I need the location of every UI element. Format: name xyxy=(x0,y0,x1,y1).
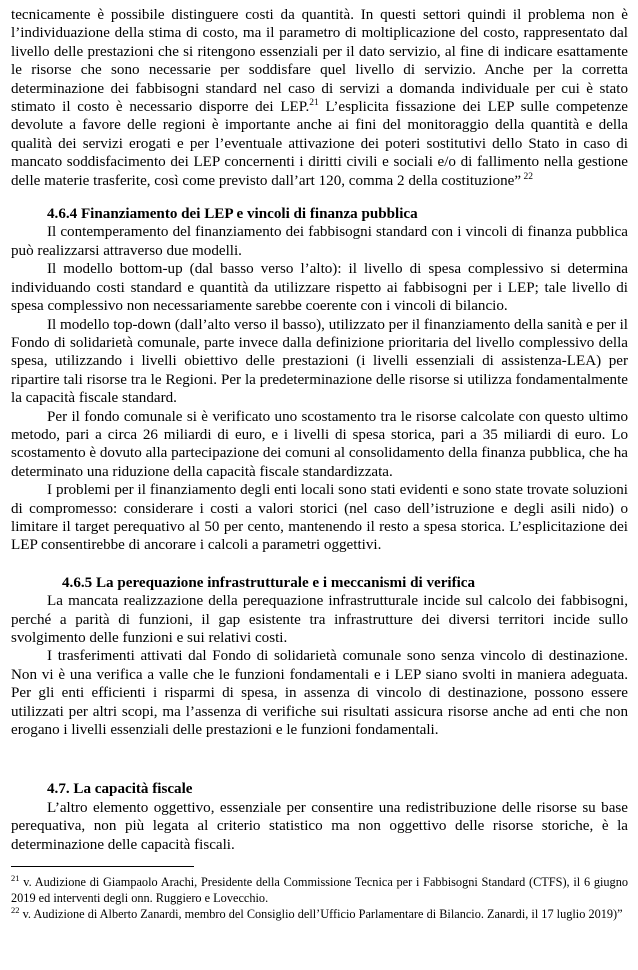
paragraph-464-4: Per il fondo comunale si è verificato uno scostamento tra le risorse calcolate con questo ultimo metodo, pari a circa 26 miliardi di euro, e i livelli di spesa storica, pari a 35 miliardi di euro. Lo scostamento è dovuto alla partecipazione dei comuni al consolidamento della finanza pubblica, che ha determinato una riduzione della capacità fiscale standardizzata. xyxy=(11,408,628,480)
heading-4-6-4: 4.6.4 Finanziamento dei LEP e vincoli di finanza pubblica xyxy=(47,206,418,223)
footnote-text: v. Audizione di Alberto Zanardi, membro del Consiglio dell’Ufficio Parlamentare di Bilancio. Zanardi, il 17 luglio 2019)” xyxy=(19,907,623,922)
footnotes xyxy=(11,874,628,923)
paragraph-464-5: I problemi per il finanziamento degli enti locali sono stati evidenti e sono state trovate soluzioni di compromesso: considerare i costi a valori storici (nel caso dell’istruzione e degli asili nido) o limitare il target perequativo al 50 per cento, mantenendo il resto a spesa storica. L’esplicitazione dei LEP consentirebbe di ancorare i calcoli a parametri oggettivi. xyxy=(11,482,628,554)
document-body xyxy=(11,6,628,854)
footnote-number: 21 xyxy=(11,872,20,883)
footnote-separator xyxy=(11,866,194,867)
intro-paragraph xyxy=(11,6,628,190)
heading-4-7: 4.7. La capacità fiscale xyxy=(47,781,193,798)
intro-text-b: L’esplicita fissazione dei LEP sulle competenze devolute a favore delle regioni è importante anche ai fini del monitoraggio della quantità e della qualità dei servizi erogati e per l’eventuale attivazione dei poteri sostitutivi dello Stato in caso di mancato soddisfacimento dei LEP concernenti i diritti civili e sociali e/o di fallimento nella gestione delle materie trasferite, così come previsto dall’art 120, comma 2 della costituzione” xyxy=(11,99,628,189)
paragraph-464-2: Il modello bottom-up (dal basso verso l’alto): il livello di spesa complessivo si determina individuando costi standard e quantità da utilizzare rispetto ai fabbisogni per i LEP; tale livello di spesa complessivo non necessariamente sarebbe coerente con i vincoli di bilancio. xyxy=(11,261,628,315)
footnote-ref-22[interactable]: 22 xyxy=(521,171,533,182)
footnote-ref-21[interactable]: 21 xyxy=(309,98,319,108)
heading-4-6-5: 4.6.5 La perequazione infrastrutturale e i meccanismi di verifica xyxy=(62,574,476,591)
footnote-text: v. Audizione di Giampaolo Arachi, Presidente della Commissione Tecnica per i Fabbisogni Standard (CTFS), il 6 giugno 2019 ed interventi degli onn. Ruggiero e Lovecchio. xyxy=(11,875,628,906)
paragraph-47-1: L’altro elemento oggettivo, essenziale per consentire una redistribuzione delle risorse su base perequativa, non più legata al criterio statistico ma non oggettivo delle risorse storiche, è la determinazione delle capacità fiscali. xyxy=(11,799,628,853)
paragraph-465-2: I trasferimenti attivati dal Fondo di solidarietà comunale sono senza vincolo di destinazione. Non vi è una verifica a valle che le funzioni fondamentali e i LEP siano svolti in maniera adeguata. Per gli enti efficienti i risparmi di spesa, in assenza di vincolo di destinazione, possono essere utilizzati per altri scopi, ma l’assenza di verifiche sui risultati assicura risorse anche ad enti che non erogano i livelli essenziali delle prestazioni e le funzioni fondamentali. xyxy=(11,648,628,739)
intro-text-a: tecnicamente è possibile distinguere costi da quantità. In questi settori quindi il problema non è l’individuazione della stima di costo, ma il parametro di moltiplicazione del costo, rappresentato dal livello delle prestazioni che si ritengono essenziali per il dato servizio, al fine di indicare esattamente le risorse che sono necessarie per soddisfare quel livello di servizio. Anche per la corretta determinazione dei fabbisogni standard nel caso di servizi a domanda individuale per cui è stato stimato il costo è necessario disporre dei LEP. xyxy=(11,7,628,116)
paragraph-464-3: Il modello top-down (dall’alto verso il basso), utilizzato per il finanziamento della sanità e per il Fondo di solidarietà comunale, parte invece dalla definizione prioritaria del livello complessivo della spesa, utilizzando i livelli obiettivo delle prestazioni (i livelli essenziali di assistenza-LEA) per ripartire tali risorse tra le Regioni. Per la predeterminazione delle risorse si utilizza fondamentalmente la capacità fiscale standard. xyxy=(11,316,628,407)
footnote-22 xyxy=(11,906,628,922)
footnote-21 xyxy=(11,874,628,906)
paragraph-464-1: Il contemperamento del finanziamento dei fabbisogni standard con i vincoli di finanza pubblica può realizzarsi attraverso due modelli. xyxy=(11,224,628,259)
footnote-number: 22 xyxy=(11,905,20,916)
paragraph-465-1: La mancata realizzazione della perequazione infrastrutturale incide sul calcolo dei fabbisogni, perché a parità di funzioni, il gap esistente tra infrastrutture dei diversi territori incide sullo svolgimento delle funzioni e sui relativi costi. xyxy=(11,593,628,646)
